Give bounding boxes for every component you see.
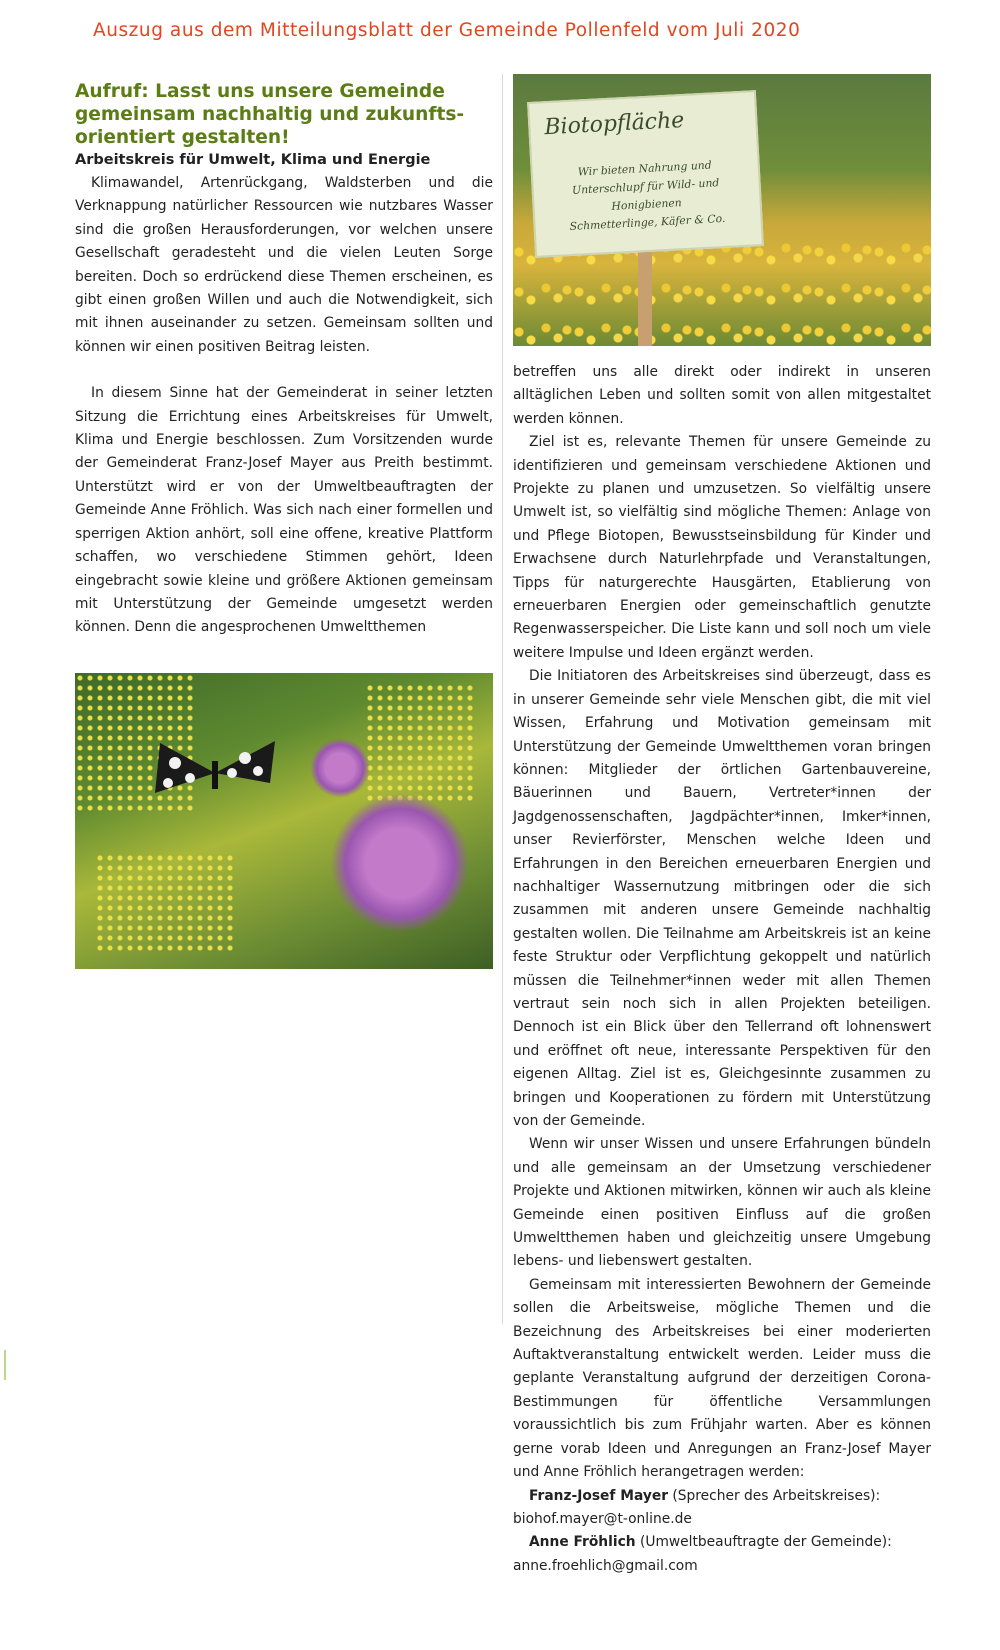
knapweed-flower [310,738,370,798]
sign-line-1: Wir bieten Nahrung und [577,158,712,179]
paragraph-4: Die Initiatoren des Arbeitskreises sind überzeugt, dass es in unserer Gemeinde sehr viele Menschen gibt, die mit viel Wissen, Erfahrung und Motivation gemeinsam mit Unterstützung der Gemeinde Umweltthemen voran bringen können: Mitglieder der örtlichen Gartenbauvereine, Bäuerinnen und Bauern, Vertreter*innen der Jagdgenossenschaften, Jagdpächter*innen, Imker*innen, unser Revierförster, Menschen welche Ideen und Erfahrungen in den Bereichen erneuerbaren Energien und nachhaltiger Wassernutzung mitbringen oder die sich zusammen mit anderen unsere Gemeinde nachhaltig gestalten wollen. Die Teilnahme am Arbeitskreis ist an keine feste Struktur oder Verpflichtung gekoppelt und natürlich müssen die Teilnehmer*innen weder mit allen Themen vertraut sein noch sich in allen Projekten beteiligen. Dennoch ist ein Blick über den Tellerrand oft lohnenswert und eröffnet oft neue, interessante Perspektiven für den eigenen Alltag. Ziel ist es, Gleichgesinnte zusammen zu bringen und Kooperationen zu fördern mit Unterstützung von der Gemeinde. [513,668,931,1129]
column-divider [502,74,503,1324]
contact-1 [513,1485,931,1508]
paragraph-6: Gemeinsam mit interessierten Bewohnern der Gemeinde sollen die Arbeitsweise, mögliche Themen und die Bezeichnung des Arbeitskreises bei einer moderierten Auftaktveranstaltung entwickelt werden. Leider muss die geplante Veranstaltung aufgrund der derzeitigen Corona-Bestimmungen für öffentliche Versammlungen voraussichtlich bis zum Frühjahr warten. Aber es können gerne vorab Ideen und Anregungen an Franz-Josef Mayer und Anne Fröhlich herangetragen werden: [513,1276,931,1481]
knapweed-flower [330,793,470,933]
contact-2-email-line [513,1555,931,1578]
article-headline: Aufruf: Lasst uns unsere Gemeinde gemeinsam nachhaltig und zukunfts-orientiert gestalten! [75,81,465,148]
contact-1-email-line [513,1508,931,1531]
sign-post [638,244,652,346]
paragraph-5: Wenn wir unser Wissen und unsere Erfahrungen bündeln und alle gemeinsam an der Umsetzung verschiedener Projekte und Aktionen mitwirken, können wir auch als kleine Gemeinde einen positiven Einfluss auf die großen Umweltthemen haben und gleichzeitig unsere Umgebung lebens- und liebenswert gestalten. [513,1136,931,1270]
sign-line-3: Schmetterlinge, Käfer & Co. [569,211,726,234]
sign-text [544,155,747,237]
paragraph-2: In diesem Sinne hat der Gemeinderat in seiner letzten Sitzung die Errichtung eines Arbeitskreises für Umwelt, Klima und Energie beschlossen. Zum Vorsitzenden wurde der Gemeinderat Franz-Josef Mayer aus Preith bestimmt. Unterstützt wird er von der Umweltbeauftragten der Gemeinde Anne Fröhlich. Was sich nach einer formellen und sperrigen Aktion anhört, soll eine offene, kreative Plattform schaffen, wo verschiedene Stimmen gehört, Ideen eingebracht sowie kleine und größere Aktionen gemeinsam mit Unterstützung der Gemeinde umgesetzt werden können. Denn die angesprochenen Umweltthemen [75,385,493,636]
biotope-sign-photo [513,74,931,346]
article-subhead: Arbeitskreis für Umwelt, Klima und Energie [75,152,431,168]
sign-title: Biotopfläche [543,107,685,141]
contact-2 [513,1531,931,1554]
contact-2-name: Anne Fröhlich [529,1534,636,1551]
right-column [513,361,931,1578]
contact-1-email-link[interactable]: biohof.mayer@t-online.de [513,1510,692,1527]
butterfly-icon [150,733,280,813]
contact-2-email-link[interactable]: anne.froehlich@gmail.com [513,1557,698,1574]
biotope-sign [527,90,764,258]
margin-mark [4,1350,6,1380]
yellow-flowers [95,853,235,953]
yellow-flowers [365,683,475,803]
page-header: Auszug aus dem Mitteilungsblatt der Gemeinde Pollenfeld vom Juli 2020 [93,20,801,41]
paragraph-1: Klimawandel, Artenrückgang, Waldsterben und die Verknappung natürlicher Ressourcen wie nutzbares Wasser sind die großen Herausforderungen, vor welchen unsere Gesellschaft geradesteht und die vielen Leuten Sorge bereiten. Doch so erdrückend diese Themen erscheinen, es gibt einen großen Willen und auch die Notwendigkeit, sich mit ihnen auseinander zu setzen. Gemeinsam sollten und können wir einen positiven Beitrag leisten. [75,175,493,355]
contact-1-name: Franz-Josef Mayer [529,1487,668,1504]
paragraph-3: Ziel ist es, relevante Themen für unsere Gemeinde zu identifizieren und gemeinsam verschiedene Aktionen und Projekte zu planen und umzusetzen. So vielfältig unsere Umwelt ist, so vielfältig sind mögliche Themen: Anlage von und Pflege Biotopen, Bewusstseinsbildung für Kinder und Erwachsene durch Naturlehrpfade und Veranstaltungen, Tipps für naturgerechte Hausgärten, Etablierung von erneuerbaren Energien oder gemeinschaftlich genutzte Regenwasserspeicher. Die Liste kann und soll noch um viele weitere Impulse und Ideen ergänzt werden. [513,434,931,661]
butterfly-photo [75,673,493,969]
contact-1-role: (Sprecher des Arbeitskreises): [668,1487,881,1504]
sign-line-2: Unterschlupf für Wild- und Honigbienen [571,176,720,213]
paragraph-2-continued: betreffen uns alle direkt oder indirekt in unseren alltäglichen Leben und sollten somit von allen mitgestaltet werden können. [513,364,931,427]
left-column [75,80,493,640]
contact-2-role: (Umweltbeauftragte der Gemeinde): [635,1534,892,1551]
